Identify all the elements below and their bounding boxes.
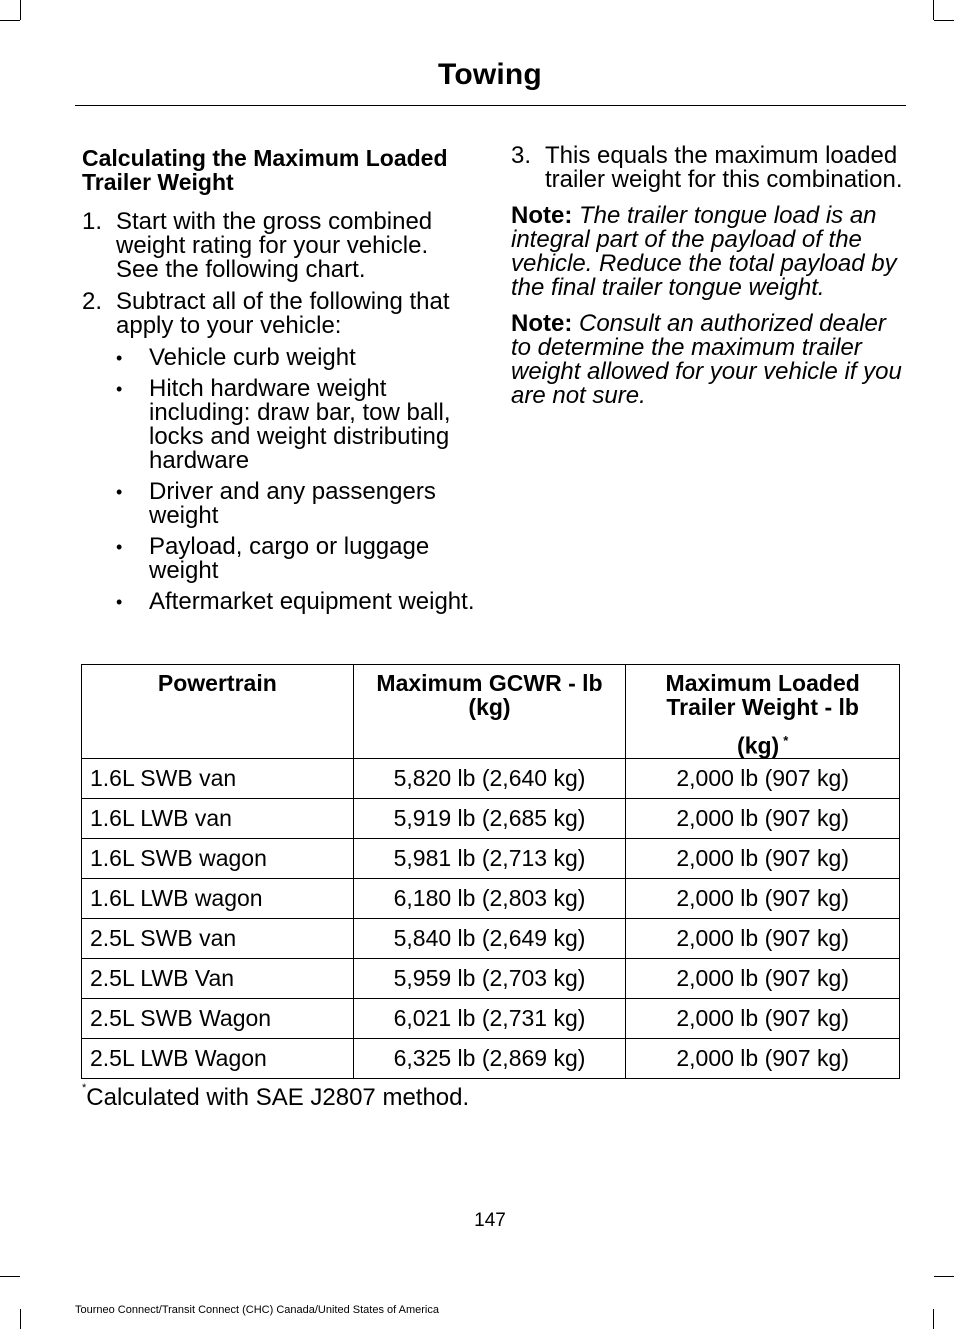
note-label: Note: — [511, 310, 573, 337]
crop-mark — [20, 1309, 21, 1329]
cell-gcwr: 5,981 lb (2,713 kg) — [353, 838, 626, 878]
header-gcwr: Maximum GCWR - lb (kg) — [353, 665, 626, 759]
bullet-text: Aftermarket equipment weight. — [149, 588, 475, 615]
step-number: 3. — [511, 142, 532, 169]
footnote-marker: * — [82, 1082, 87, 1094]
step-item — [82, 290, 477, 614]
table-row — [82, 998, 900, 1038]
cell-trailer-weight: 2,000 lb (907 kg) — [626, 918, 900, 958]
table-row — [82, 798, 900, 838]
table-row — [82, 878, 900, 918]
bullet-text: Vehicle curb weight — [149, 344, 356, 371]
bullet-item — [116, 346, 477, 370]
table-row — [82, 838, 900, 878]
cell-trailer-weight: 2,000 lb (907 kg) — [626, 838, 900, 878]
page-title: Towing — [438, 58, 542, 91]
footnote-marker: * — [783, 733, 789, 748]
cell-powertrain: 2.5L SWB Wagon — [82, 998, 354, 1038]
step-text: Start with the gross combined weight rating for your vehicle. See the following chart. — [116, 208, 433, 283]
step-item — [82, 210, 477, 282]
cell-gcwr: 6,021 lb (2,731 kg) — [353, 998, 626, 1038]
cell-powertrain: 1.6L SWB van — [82, 758, 354, 798]
cell-trailer-weight: 2,000 lb (907 kg) — [626, 798, 900, 838]
step-text: This equals the maximum loaded trailer weight for this combination. — [545, 142, 903, 193]
cell-gcwr: 6,180 lb (2,803 kg) — [353, 878, 626, 918]
cell-powertrain: 1.6L LWB van — [82, 798, 354, 838]
cell-powertrain: 2.5L SWB van — [82, 918, 354, 958]
step-number: 1. — [82, 208, 103, 235]
table-header-row — [82, 665, 900, 759]
left-column — [82, 144, 477, 622]
header-trailer-unit: (kg) — [737, 732, 780, 759]
cell-gcwr: 6,325 lb (2,869 kg) — [353, 1038, 626, 1078]
note-label: Note: — [511, 202, 573, 229]
header-trailer-unit-line — [632, 729, 893, 758]
bullet-text: Driver and any passengers weight — [149, 478, 436, 529]
note-paragraph — [511, 204, 906, 300]
cell-gcwr: 5,820 lb (2,640 kg) — [353, 758, 626, 798]
cell-gcwr: 5,919 lb (2,685 kg) — [353, 798, 626, 838]
crop-mark — [20, 0, 21, 20]
cell-trailer-weight: 2,000 lb (907 kg) — [626, 1038, 900, 1078]
note-text: The trailer tongue load is an integral part of the payload of the vehicle. Reduce the total payload by the final trailer tongue weight. — [511, 202, 897, 301]
note-text: Consult an authorized dealer to determine the maximum trailer weight allowed for your vehicle if you are not sure. — [511, 310, 902, 409]
cell-trailer-weight: 2,000 lb (907 kg) — [626, 958, 900, 998]
bullet-icon: • — [116, 537, 123, 557]
bullet-icon: • — [116, 379, 123, 399]
crop-mark — [933, 1309, 934, 1329]
cell-trailer-weight: 2,000 lb (907 kg) — [626, 758, 900, 798]
page-number: 147 — [474, 1210, 506, 1231]
crop-mark — [934, 1276, 954, 1277]
bullet-icon: • — [116, 592, 123, 612]
header-trailer-text: Maximum Loaded Trailer Weight - lb — [665, 670, 860, 720]
bullet-text: Hitch hardware weight including: draw bar, tow ball, locks and weight distributing hardware — [149, 375, 451, 474]
steps-list-continued — [511, 144, 906, 192]
section-heading: Calculating the Maximum Loaded Trailer Weight — [82, 145, 448, 195]
crop-mark — [0, 1276, 20, 1277]
cell-gcwr: 5,840 lb (2,649 kg) — [353, 918, 626, 958]
towing-weight-table — [81, 664, 900, 1079]
header-divider — [75, 105, 906, 106]
footnote-text: Calculated with SAE J2807 method. — [86, 1084, 470, 1111]
steps-list — [82, 210, 477, 614]
bullet-item — [116, 377, 477, 473]
cell-powertrain: 1.6L LWB wagon — [82, 878, 354, 918]
table-row — [82, 1038, 900, 1078]
note-paragraph — [511, 312, 906, 408]
bullet-icon: • — [116, 482, 123, 502]
step-text: Subtract all of the following that apply to your vehicle: — [116, 288, 450, 339]
step-item — [511, 144, 906, 192]
bullet-item — [116, 480, 477, 528]
cell-trailer-weight: 2,000 lb (907 kg) — [626, 878, 900, 918]
bullet-list — [116, 346, 477, 614]
right-column — [511, 144, 906, 408]
header-trailer-weight — [626, 665, 900, 759]
step-number: 2. — [82, 288, 103, 315]
cell-trailer-weight: 2,000 lb (907 kg) — [626, 998, 900, 1038]
cell-powertrain: 2.5L LWB Wagon — [82, 1038, 354, 1078]
cell-powertrain: 1.6L SWB wagon — [82, 838, 354, 878]
table-row — [82, 758, 900, 798]
bullet-text: Payload, cargo or luggage weight — [149, 533, 430, 584]
crop-mark — [933, 0, 934, 20]
table-row — [82, 958, 900, 998]
table-footnote — [82, 1084, 469, 1112]
bullet-icon: • — [116, 348, 123, 368]
crop-mark — [0, 20, 20, 21]
table-row — [82, 918, 900, 958]
cell-gcwr: 5,959 lb (2,703 kg) — [353, 958, 626, 998]
cell-powertrain: 2.5L LWB Van — [82, 958, 354, 998]
bullet-item — [116, 535, 477, 583]
crop-mark — [934, 20, 954, 21]
document-footer: Tourneo Connect/Transit Connect (CHC) Canada/United States of America — [75, 1304, 439, 1316]
header-powertrain: Powertrain — [82, 665, 354, 759]
bullet-item — [116, 590, 477, 614]
